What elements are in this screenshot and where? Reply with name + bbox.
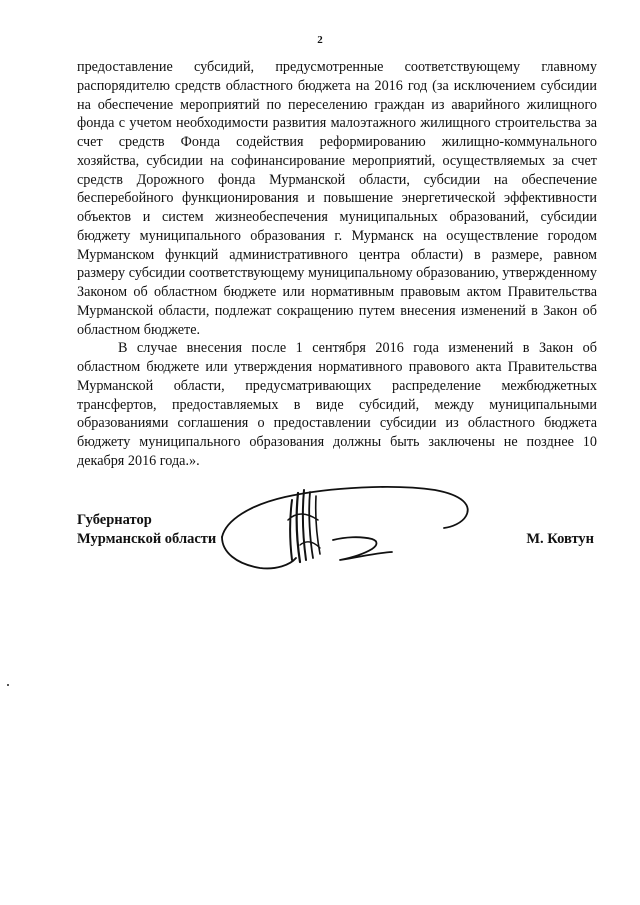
document-body xyxy=(77,58,597,471)
signatory-name: М. Ковтун xyxy=(526,531,594,547)
paragraph-1: предоставление субсидий, предусмотренные соответствующему главному распорядителю средств областного бюджета на 2016 год (за исключением субсидии на обеспечение мероприятий по переселению граждан из аварийного жилищного фонда с учетом необходимости развития малоэтажного жилищного строительства за счет средств Фонда содействия реформированию жилищно-коммунального хозяйства, субсидии на софинансирование мероприятий, осуществляемых за счет средств Дорожного фонда Мурманской области, субсидии на обеспечение бесперебойного функционирования и повышение энергетической эффективности объектов и систем жизнеобеспечения муниципальных образований, субсидии бюджету муниципального образования г. Мурманск на осуществление городом Мурманском функций административного центра области) в размере, равном размеру субсидии соответствующему муниципальному образованию, утвержденному Законом об областном бюджете или нормативным правовым актом Правительства Мурманской области, подлежат сокращению путем внесения изменений в Закон об областном бюджете. xyxy=(77,59,597,338)
signatory-title-line2: Мурманской области xyxy=(77,531,217,547)
page-number: 2 xyxy=(317,34,323,46)
paragraph-2: В случае внесения после 1 сентября 2016 года изменений в Закон об областном бюджете или утверждения нормативного правового акта Правительства Мурманской области, предусматривающих распределение межбюджетных трансфертов, предоставляемых в виде субсидий, между муниципальными образованиями соглашения о предоставлении субсидии из областного бюджета бюджету муниципального образования должны быть заключены не позднее 10 декабря 2016 года.». xyxy=(77,340,597,469)
margin-mark xyxy=(7,684,9,686)
signatory-title-line1: Губернатор xyxy=(77,512,152,528)
